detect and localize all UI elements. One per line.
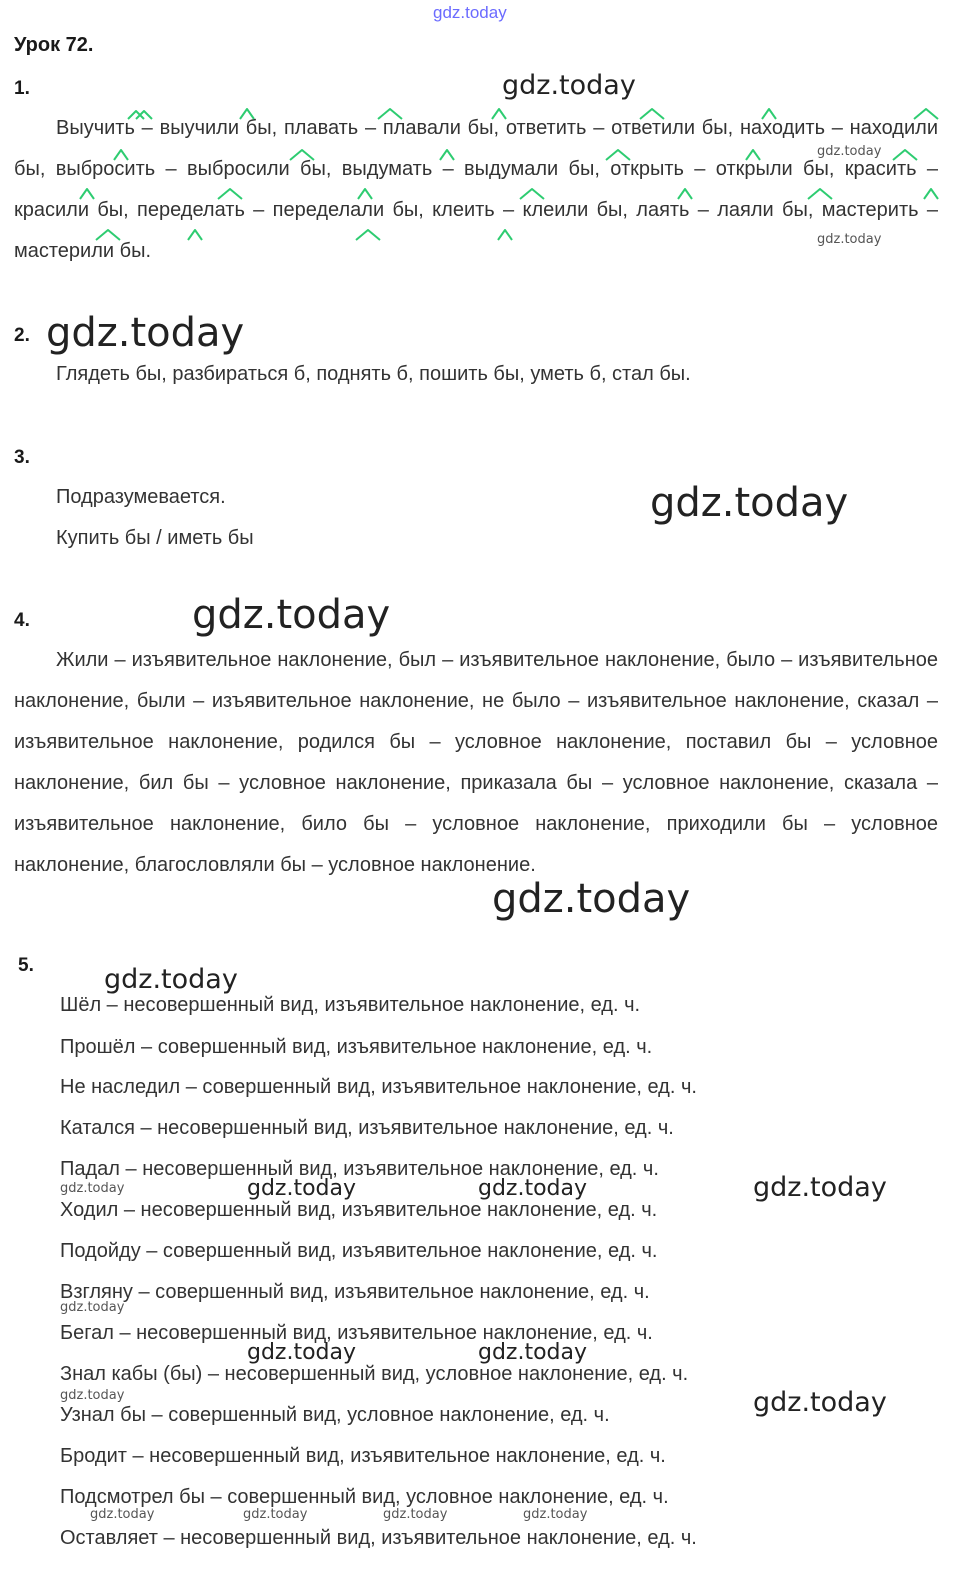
task-3-line: Подразумевается. <box>56 486 226 508</box>
task-5-line: Взгляну – совершенный вид, изъявительное наклонение, ед. ч. <box>60 1281 650 1303</box>
suffix-mark <box>914 109 938 119</box>
lesson-title: Урок 72. <box>14 34 94 56</box>
watermark: gdz.today <box>60 1300 125 1315</box>
task-5-line: Шёл – несовершенный вид, изъявительное наклонение, ед. ч. <box>60 994 641 1016</box>
task-5-line: Прошёл – совершенный вид, изъявительное наклонение, ед. ч. <box>60 1036 653 1058</box>
suffix-mark <box>378 109 402 119</box>
watermark: gdz.today <box>46 310 245 356</box>
task-1-number: 1. <box>14 78 30 99</box>
task-4-number: 4. <box>14 610 30 631</box>
task-1-text-content: Выучить – выучили бы, плавать – плавали бы, ответить – ответили бы, находить – находили бы, выбросить – выбросили бы, выдумать – выдумали бы, открыть – открыли бы, красить – красили бы, переделать – переделали бы, клеить – клеили бы, лаять – лаяли бы, мастерить – мастерили бы. <box>14 117 938 262</box>
watermark: gdz.today <box>247 1340 357 1365</box>
watermark: gdz.today <box>817 144 882 159</box>
task-5-line: Бродит – несовершенный вид, изъявительное наклонение, ед. ч. <box>60 1445 666 1467</box>
task-3-number: 3. <box>14 447 30 468</box>
task-5-line: Не наследил – совершенный вид, изъявительное наклонение, ед. ч. <box>60 1076 697 1098</box>
suffix-mark <box>924 189 938 199</box>
watermark: gdz.today <box>60 1388 125 1403</box>
suffix-mark <box>96 230 120 240</box>
suffix-mark <box>762 109 776 119</box>
watermark: gdz.today <box>492 876 691 922</box>
task-5-line: Ходил – несовершенный вид, изъявительное наклонение, ед. ч. <box>60 1199 658 1221</box>
suffix-mark <box>356 230 380 240</box>
task-5-line: Падал – несовершенный вид, изъявительное наклонение, ед. ч. <box>60 1158 659 1180</box>
task-5-line: Узнал бы – совершенный вид, условное наклонение, ед. ч. <box>60 1404 610 1426</box>
watermark: gdz.today <box>817 232 882 247</box>
task-3-line: Купить бы / иметь бы <box>56 527 254 549</box>
task-5-line: Подойду – совершенный вид, изъявительное наклонение, ед. ч. <box>60 1240 658 1262</box>
suffix-mark <box>218 189 242 199</box>
suffix-marks <box>0 0 954 300</box>
suffix-mark <box>188 230 202 240</box>
watermark: gdz.today <box>104 964 238 995</box>
task-5-number: 5. <box>18 955 34 976</box>
task-5-line: Бегал – несовершенный вид, изъявительное наклонение, ед. ч. <box>60 1322 653 1344</box>
suffix-mark <box>358 189 372 199</box>
task-5-line: Катался – несовершенный вид, изъявительное наклонение, ед. ч. <box>60 1117 674 1139</box>
suffix-mark <box>128 111 152 119</box>
suffix-mark <box>80 189 94 199</box>
watermark: gdz.today <box>192 592 391 638</box>
task-2-number: 2. <box>14 325 30 346</box>
task-5-line: Знал кабы (бы) – несовершенный вид, условное наклонение, ед. ч. <box>60 1363 689 1385</box>
task-4-text-content: Жили – изъявительное наклонение, был – изъявительное наклонение, было – изъявительное наклонение, были – изъявительное наклонение, не было – изъявительное наклонение, сказал – изъявительное наклонение, родился бы – условное наклонение, поставил бы – условное наклонение, бил бы – условное наклонение, приказала бы – условное наклонение, сказала – изъявительное наклонение, било бы – условное наклонение, приходили бы – условное наклонение, благословляли бы – условное наклонение. <box>14 649 938 876</box>
suffix-mark <box>492 109 506 119</box>
task-5-line: Подсмотрел бы – совершенный вид, условное наклонение, ед. ч. <box>60 1486 669 1508</box>
watermark: gdz.today <box>60 1181 125 1196</box>
watermark: gdz.today <box>90 1507 155 1522</box>
watermark: gdz.today <box>243 1507 308 1522</box>
suffix-mark <box>440 150 454 160</box>
suffix-mark <box>640 109 664 119</box>
watermark: gdz.today <box>753 1387 887 1418</box>
suffix-mark <box>893 150 917 160</box>
watermark: gdz.today <box>383 1507 448 1522</box>
suffix-mark <box>678 189 692 199</box>
suffix-mark <box>808 189 832 199</box>
watermark: gdz.today <box>502 70 636 101</box>
watermark: gdz.today <box>650 480 849 526</box>
suffix-mark <box>746 150 760 160</box>
task-4-text <box>14 640 938 886</box>
watermark: gdz.today <box>478 1176 588 1201</box>
watermark: gdz.today <box>753 1172 887 1203</box>
suffix-mark <box>114 150 128 160</box>
header-watermark: gdz.today <box>433 3 507 22</box>
suffix-mark <box>290 150 314 160</box>
watermark: gdz.today <box>523 1507 588 1522</box>
suffix-mark <box>498 230 512 240</box>
task-5-line: Оставляет – несовершенный вид, изъявительное наклонение, ед. ч. <box>60 1527 697 1549</box>
task-2-text: Глядеть бы, разбираться б, поднять б, пошить бы, уметь б, стал бы. <box>56 363 691 385</box>
suffix-mark <box>240 109 254 119</box>
watermark: gdz.today <box>478 1340 588 1365</box>
watermark: gdz.today <box>247 1176 357 1201</box>
suffix-mark <box>606 150 630 160</box>
suffix-mark <box>520 189 544 199</box>
